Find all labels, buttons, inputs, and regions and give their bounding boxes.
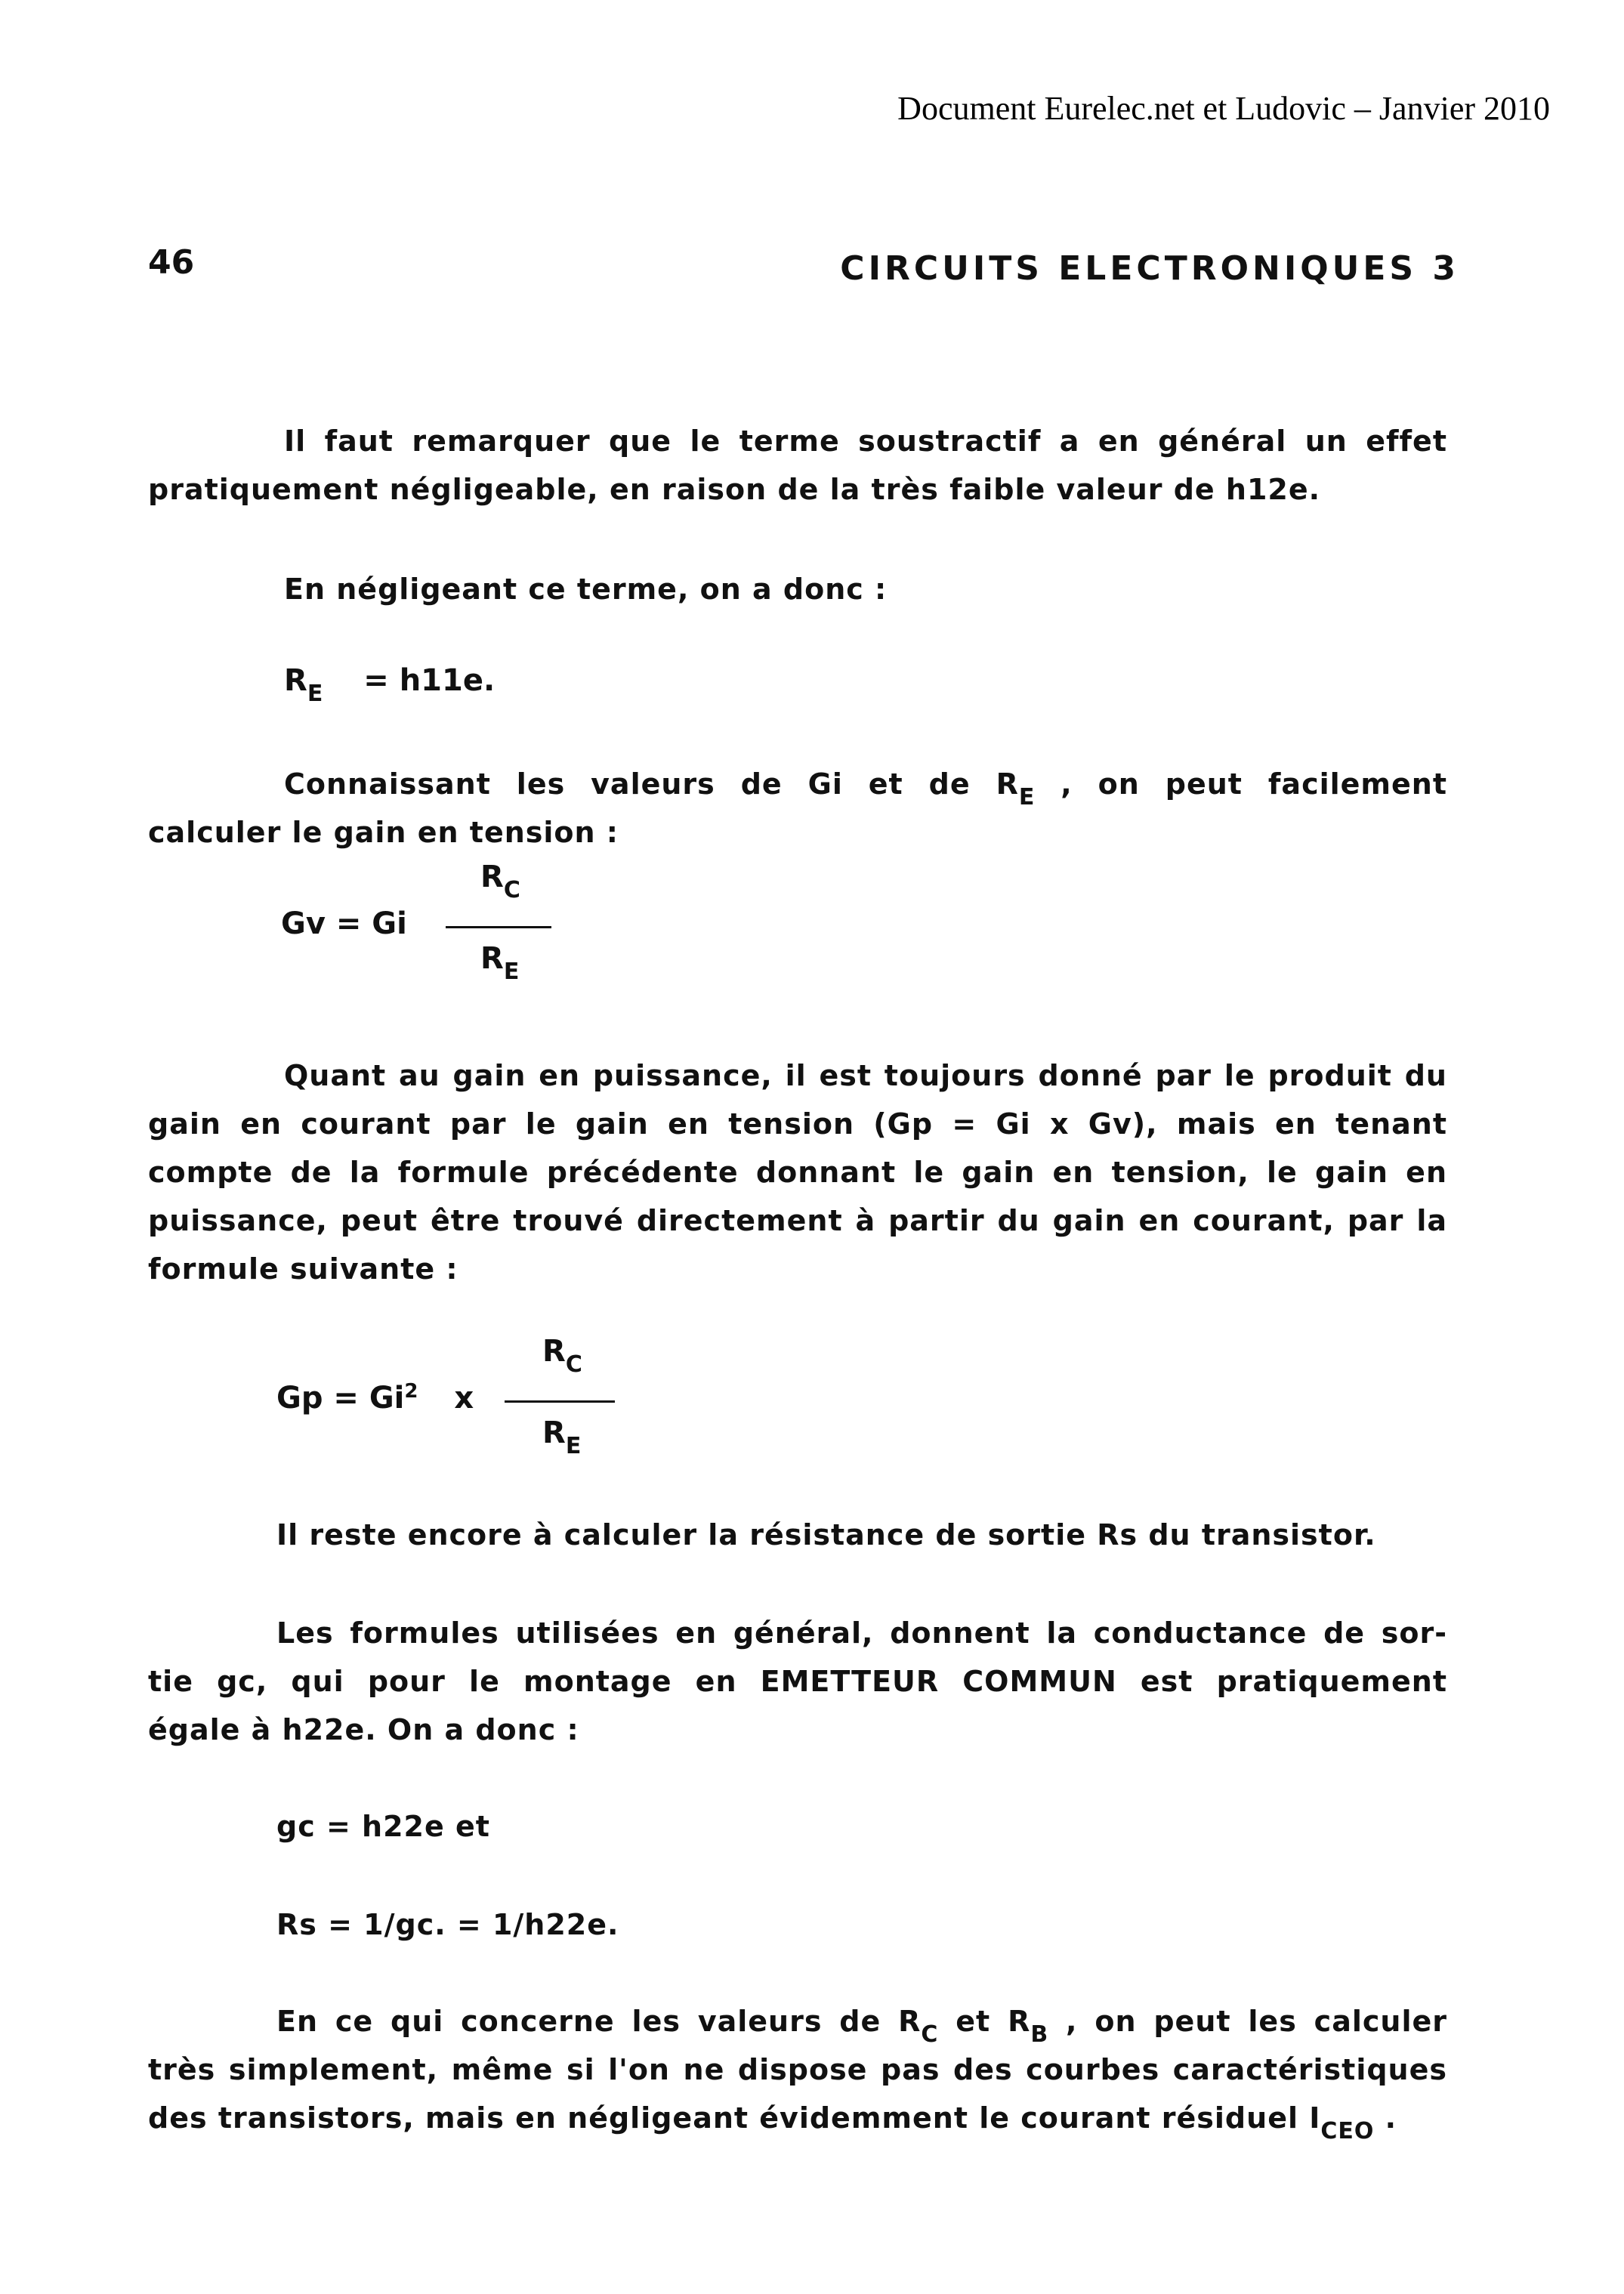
fraction-bar	[446, 926, 551, 928]
equation-subscript: E	[307, 681, 323, 707]
equation-superscript: 2	[404, 1380, 418, 1403]
paragraph-line: Il faut remarquer que le terme soustractif a en général un effet	[284, 425, 1447, 458]
paragraph-line	[148, 2094, 1447, 2142]
multiply-sign: x	[454, 1381, 474, 1416]
text-fragment: , on peut facilement	[1061, 767, 1448, 801]
paragraph-line: formule suivante :	[148, 1252, 458, 1286]
source-header: Document Eurelec.net et Ludovic – Janvier 2010	[897, 90, 1550, 127]
paragraph-rc-rb	[148, 1997, 1447, 2142]
denominator	[480, 941, 520, 985]
subscript: B	[1030, 2021, 1049, 2048]
numerator	[480, 860, 520, 903]
paragraph-line: égale à h22e. On a donc :	[148, 1713, 579, 1746]
paragraph-puissance	[148, 1051, 1447, 1293]
text-fragment: En ce qui concerne les valeurs de R	[276, 2005, 922, 2038]
fraction-bar	[505, 1400, 615, 1403]
paragraph-line: Les formules utilisées en général, donnent la conductance de sor-	[276, 1616, 1447, 1650]
paragraph-line: compte de la formule précédente donnant le gain en tension, le gain en	[148, 1156, 1447, 1189]
subscript: C	[503, 877, 520, 903]
paragraph-negligeant: En négligeant ce terme, on a donc :	[284, 573, 888, 606]
text-fragment: , on peut les calculer	[1048, 2005, 1447, 2038]
paragraph-line	[148, 760, 1447, 808]
paragraph-soustractif	[148, 417, 1447, 514]
fraction-rc-re	[505, 1334, 615, 1470]
numerator-symbol: R	[542, 1334, 566, 1369]
subscript: E	[565, 1433, 582, 1459]
paragraph-line: gain en courant par le gain en tension (Gp = Gi x Gv), mais en tenant	[148, 1107, 1447, 1141]
paragraph-line: très simplement, même si l'on ne dispose pas des courbes caractéristiques	[148, 2053, 1447, 2086]
page-number: 46	[148, 243, 195, 282]
equation-gp	[276, 1381, 474, 1416]
text-fragment: des transistors, mais en négligeant évidemment le courant résiduel I	[148, 2101, 1321, 2135]
paragraph-connaissant	[148, 760, 1447, 857]
text-fragment: et R	[938, 2005, 1031, 2038]
numerator-symbol: R	[480, 860, 504, 894]
subscript: E	[503, 959, 520, 985]
paragraph-line	[148, 1997, 1447, 2048]
paragraph-line: calculer le gain en tension :	[148, 816, 619, 849]
paragraph-resistance-sortie: Il reste encore à calculer la résistance de sortie Rs du transistor.	[276, 1518, 1376, 1551]
paragraph-line: Quant au gain en puissance, il est toujours donné par le produit du	[284, 1059, 1447, 1092]
subscript: E	[1018, 784, 1036, 810]
equation-rs: Rs = 1/gc. = 1/h22e.	[276, 1908, 619, 1941]
text-fragment: Connaissant les valeurs de Gi et de R	[284, 767, 1019, 801]
paragraph-conductance	[148, 1609, 1447, 1754]
subscript: C	[921, 2021, 939, 2048]
subscript: C	[565, 1351, 582, 1378]
denominator	[542, 1416, 582, 1459]
denominator-symbol: R	[542, 1416, 566, 1450]
book-title: CIRCUITS ELECTRONIQUES 3	[840, 249, 1459, 288]
equation-lhs: Gp = Gi	[276, 1381, 405, 1416]
paragraph-line: tie gc, qui pour le montage en EMETTEUR COMMUN est pratiquement	[148, 1665, 1447, 1698]
denominator-symbol: R	[480, 941, 504, 976]
equation-gv	[281, 906, 407, 941]
fraction-rc-re	[446, 860, 551, 996]
equation-rhs: = h11e.	[363, 663, 496, 698]
subscript: CEO	[1320, 2118, 1375, 2144]
text-fragment: .	[1374, 2101, 1397, 2135]
equation-gc: gc = h22e et	[276, 1810, 490, 1843]
numerator	[542, 1334, 582, 1378]
equation-lhs: R	[284, 663, 307, 698]
equation-lhs: Gv = Gi	[281, 906, 407, 941]
paragraph-line: puissance, peut être trouvé directement à partir du gain en courant, par la	[148, 1204, 1447, 1237]
equation-re	[284, 663, 496, 707]
paragraph-line: pratiquement négligeable, en raison de la très faible valeur de h12e.	[148, 473, 1321, 506]
